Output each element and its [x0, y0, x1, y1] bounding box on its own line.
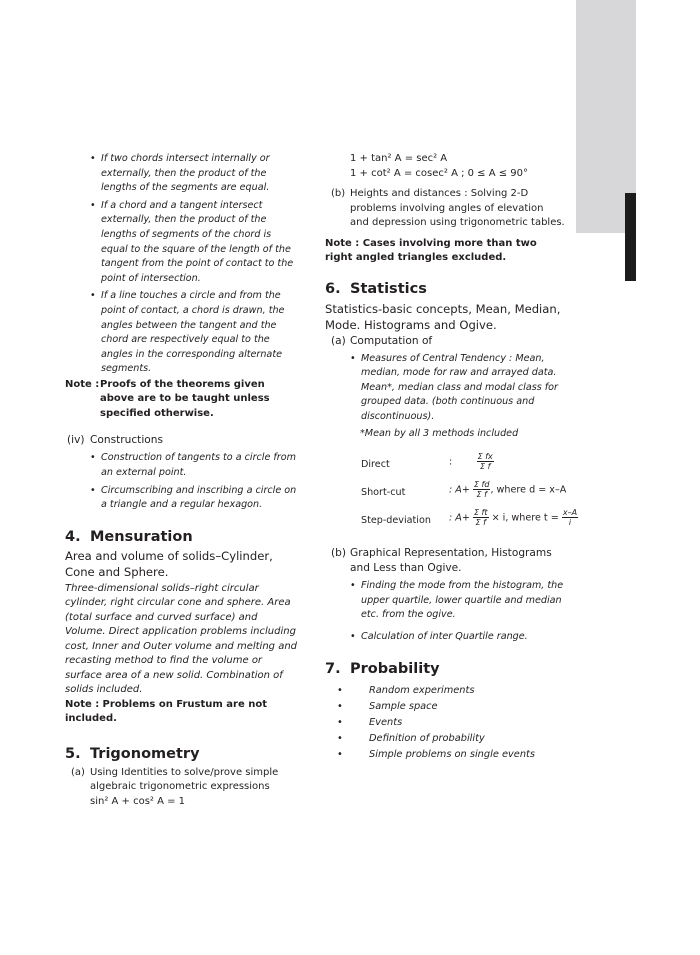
identity-sin-cos: sin² A + cos² A = 1: [90, 795, 186, 807]
stats-b-bullet: • Calculation of inter Quartile range.: [350, 630, 528, 642]
theorem-bullet: • If a line touches a circle and from the point of contact, a chord is drawn, the angles between the tangent and the chord are respectively equal to the angles in the corresponding alternate segments.: [90, 290, 285, 375]
stats-bullet: • Measures of Central Tendency : Mean, median, mode for raw and arrayed data. Mean*, median class and modal class for grouped data. (both continuous and discontinuous).: [350, 352, 558, 422]
section-heading-mensuration: 4. Mensuration: [65, 528, 193, 545]
section-heading-trigonometry: 5. Trigonometry: [65, 745, 200, 762]
stats-b-bullet: • Finding the mode from the histogram, the upper quartile, lower quartile and median etc. from the ogive.: [350, 579, 564, 621]
method-shortcut: Short-cut : A+ $\frac{\text{Σ fd}}{\text{Σ f}}$ , where d = x–A: [361, 479, 567, 499]
probability-item: • Simple problems on single events: [337, 749, 535, 761]
mensuration-body: Three-dimensional solids–right circular cylinder, right circular cone and sphere. Area (total surface and curved surface) and Volume. Direct application problems including cost, Inner and Outer volume and melting and recasting method to find the volume or surface area of a new solid. Combination of solids included.: [65, 582, 298, 696]
construction-bullet: • Circumscribing and inscribing a circle on a triangle and a regular hexagon.: [90, 484, 297, 511]
statistics-lead: Statistics-basic concepts, Mean, Median, Mode. Histograms and Ogive.: [325, 301, 561, 332]
method-direct: Direct : $\frac{\text{Σ fx}}{\text{Σ f}}$: [361, 451, 493, 471]
probability-item: • Random experiments: [337, 685, 475, 697]
trig-item-b: (b) Heights and distances : Solving 2-D problems involving angles of elevation and depression using trigonometric tables.: [331, 188, 565, 228]
theorem-bullet: • If a chord and a tangent intersect externally, then the product of the lengths of segments of the chord is equal to the square of the length of the tangent from the point of contact to the point of intersection.: [90, 199, 294, 284]
right-column: [325, 152, 578, 763]
identity-tan-sec: 1 + tan² A = sec² A: [350, 153, 448, 164]
mensuration-lead: Area and volume of solids–Cylinder, Cone and Sphere.: [65, 548, 273, 579]
side-tab-marker: [625, 193, 636, 281]
construction-bullet: • Construction of tangents to a circle from an external point.: [90, 452, 296, 478]
method-step-deviation: Step-deviation : A+ $\frac{\text{Σ ft}}{\text{Σ f}}$ × i, where t = $\frac{x-A}{i}$: [361, 507, 578, 527]
note-triangles: Note : Cases involving more than two right angled triangles excluded.: [325, 237, 537, 263]
stats-footnote: *Mean by all 3 methods included: [360, 428, 519, 440]
probability-item: • Events: [337, 717, 403, 729]
left-column: [65, 152, 297, 809]
identity-cot-cosec: 1 + cot² A = cosec² A ; 0 ≤ A ≤ 90°: [350, 167, 529, 179]
section-heading-probability: 7. Probability: [325, 661, 440, 678]
note-frustum: Note : Problems on Frustum are not included.: [65, 698, 268, 725]
probability-item: • Sample space: [337, 701, 438, 713]
constructions-heading: (iv) Constructions: [67, 434, 163, 447]
note-proofs: Note : Proofs of the theorems given above are to be taught unless specified otherwise.: [65, 378, 270, 419]
section-heading-statistics: 6. Statistics: [325, 280, 427, 297]
trig-item-a: (a) Using Identities to solve/prove simple algebraic trigonometric expressions: [71, 766, 279, 793]
stats-item-a: (a) Computation of: [331, 334, 433, 347]
probability-item: • Definition of probability: [337, 733, 485, 745]
theorem-bullet: • If two chords intersect internally or externally, then the product of the lengths of the segments are equal.: [90, 153, 270, 194]
stats-item-b: (b) Graphical Representation, Histograms and Less than Ogive.: [331, 546, 552, 574]
